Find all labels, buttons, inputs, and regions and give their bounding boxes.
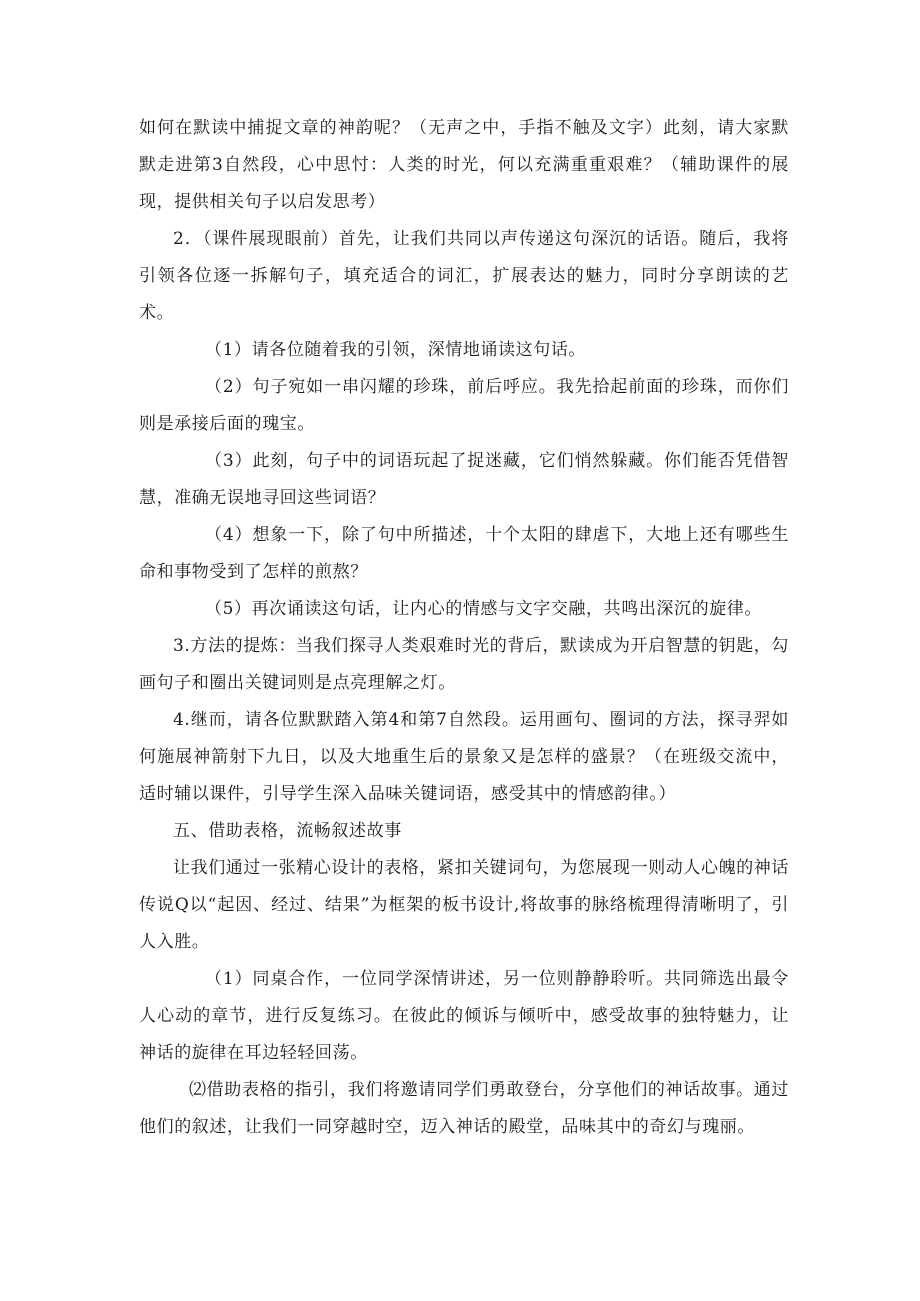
paragraph-7: （5）再次诵读这句话，让内心的情感与文字交融，共鸣出深沉的旋律。 bbox=[205, 599, 763, 619]
paragraph-4: （2）句子宛如一串闪耀的珍珠，前后呼应。我先拾起前面的珍珠，而你们则是承接后面的瑰宝。 bbox=[139, 377, 789, 434]
paragraph-11: 让我们通过一张精心设计的表格，紧扣关键词句，为您展现一则动人心魄的神话传说Q以“起因、经过、结果”为框架的板书设计,将故事的脉络梳理得清晰明了，引人入胜。 bbox=[139, 858, 789, 952]
paragraph-6: （4）想象一下，除了句中所描述，十个太阳的肆虐下，大地上还有哪些生命和事物受到了怎样的煎熬？ bbox=[139, 525, 789, 582]
paragraph-8: 3.方法的提炼：当我们探寻人类艰难时光的背后，默读成为开启智慧的钥匙，勾画句子和圈出关键词则是点亮理解之灯。 bbox=[139, 636, 789, 693]
paragraph-9: 4.继而，请各位默默踏入第4和第7自然段。运用画句、圈词的方法，探寻羿如何施展神箭射下九日，以及大地重生后的景象又是怎样的盛景？（在班级交流中，适时辅以课件，引导学生深入品味关键词语，感受其中的情感韵律。） bbox=[139, 710, 789, 804]
paragraph-5: （3）此刻，句子中的词语玩起了捉迷藏，它们悄然躲藏。你们能否凭借智慧，准确无误地寻回这些词语？ bbox=[139, 451, 789, 508]
paragraph-3: （1）请各位随着我的引领，深情地诵读这句话。 bbox=[205, 340, 587, 360]
section-heading: 五、借助表格，流畅叙述故事 bbox=[173, 821, 402, 841]
document-body bbox=[139, 110, 789, 1146]
paragraph-1: 如何在默读中捕捉文章的神韵呢？（无声之中，手指不触及文字）此刻，请大家默默走进第3自然段，心中思忖：人类的时光，何以充满重重艰难？（辅助课件的展现，提供相关句子以启发思考） bbox=[139, 118, 789, 212]
paragraph-13: ⑵借助表格的指引，我们将邀请同学们勇敢登台，分享他们的神话故事。通过他们的叙述，让我们一同穿越时空，迈入神话的殿堂，品味其中的奇幻与瑰丽。 bbox=[139, 1080, 789, 1137]
paragraph-12: （1）同桌合作，一位同学深情讲述，另一位则静静聆听。共同筛选出最令人心动的章节，进行反复练习。在彼此的倾诉与倾听中，感受故事的独特魅力，让神话的旋律在耳边轻轻回荡。 bbox=[139, 969, 789, 1063]
paragraph-2: 2．（课件展现眼前）首先，让我们共同以声传递这句深沉的话语。随后，我将引领各位逐一拆解句子，填充适合的词汇，扩展表达的魅力，同时分享朗读的艺术。 bbox=[139, 229, 789, 323]
